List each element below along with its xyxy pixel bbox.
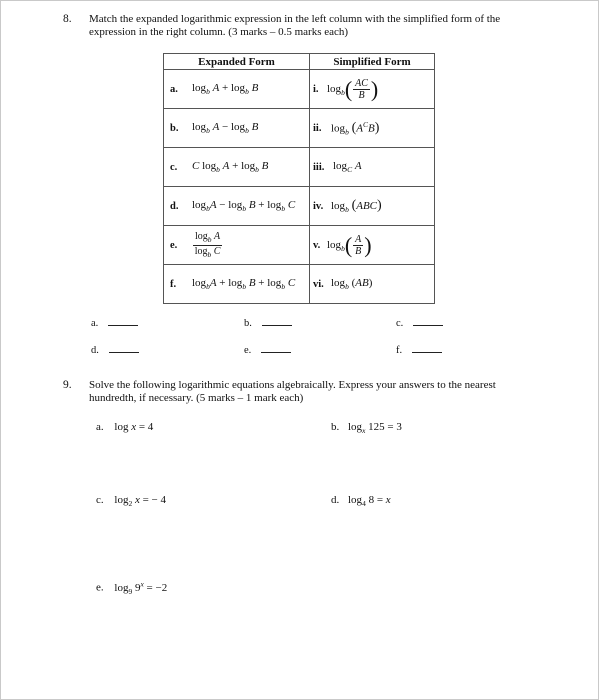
row-label: e. (170, 239, 178, 251)
simplified-cell-iii (310, 148, 435, 187)
answer-e (244, 344, 291, 356)
table-row (164, 265, 435, 304)
expanded-expression: $\log_bA + \log_b B + \log_b C$ (192, 277, 296, 291)
row-label: iv. (313, 200, 324, 212)
equation: $\log_4 8 = x$ (348, 494, 391, 508)
q9-text-line1: Solve the following logarithmic equations algebraically. Express your answers to the nearest (89, 379, 496, 391)
simplified-expression: $\log_C A$ (333, 160, 362, 174)
q8-text-line2: expression in the right column. (3 marks – 0.5 marks each) (89, 26, 349, 38)
table-row (164, 226, 435, 265)
answer-blank-a[interactable] (108, 317, 138, 326)
expanded-expression: $\log_b A - \log_b B$ (192, 121, 259, 135)
answer-d (91, 344, 139, 356)
matching-table (163, 53, 435, 304)
row-label: a. (170, 83, 178, 95)
answer-blank-b[interactable] (262, 317, 292, 326)
simplified-expression: $\log_b$( $\frac{A}{B}$ ) (327, 232, 372, 257)
answer-blank-d[interactable] (109, 344, 139, 353)
answer-label: e. (244, 345, 252, 356)
simplified-cell-ii (310, 109, 435, 148)
simplified-expression: $\log_b$( $\frac{AC}{B}$ ) (327, 76, 379, 101)
answer-b (244, 317, 292, 329)
q8-text (89, 13, 500, 39)
simplified-expression: $\log_b (AB)$ (331, 277, 373, 291)
answer-label: a. (91, 318, 99, 329)
q9-number: 9. (63, 379, 72, 391)
answer-c (396, 317, 443, 329)
part-label: c. (96, 494, 104, 506)
q9-part-d (331, 494, 391, 508)
part-label: e. (96, 581, 104, 594)
expanded-form-header: Expanded Form (164, 54, 310, 70)
row-label: b. (170, 122, 179, 134)
expanded-cell-e (164, 226, 310, 265)
q8-text-line1: Match the expanded logarithmic expression in the left column with the simplified form of the (89, 13, 501, 25)
row-label: iii. (313, 161, 325, 173)
simplified-cell-i (310, 70, 435, 109)
row-label: v. (313, 239, 321, 251)
q9-text (89, 379, 496, 405)
answer-blank-f[interactable] (412, 344, 442, 353)
expanded-cell-a (164, 70, 310, 109)
equation: $\log_2 x$ = − 4 (114, 494, 167, 508)
part-label: d. (331, 494, 340, 506)
table-row (164, 70, 435, 109)
table-row (164, 187, 435, 226)
row-label: i. (313, 83, 319, 95)
expanded-expression: $\log_bA - \log_b B + \log_b C$ (192, 199, 296, 213)
answer-f (396, 344, 442, 356)
answer-blank-e[interactable] (261, 344, 291, 353)
simplified-cell-iv (310, 187, 435, 226)
table-row (164, 148, 435, 187)
simplified-expression: $\log_b (A^CB)$ (331, 119, 380, 137)
q9-part-e (96, 579, 167, 596)
q9-part-a (96, 421, 153, 433)
q9-part-b (331, 421, 402, 435)
simplified-expression: $\log_b (ABC)$ (331, 198, 382, 214)
q9-text-line2: hundredth, if necessary. (5 marks – 1 mark each) (89, 392, 304, 404)
answer-label: b. (244, 318, 252, 329)
table-row (164, 109, 435, 148)
answer-blank-c[interactable] (413, 317, 443, 326)
answer-a (91, 317, 138, 329)
row-label: d. (170, 200, 179, 212)
part-label: b. (331, 421, 340, 433)
row-label: f. (170, 278, 177, 290)
answer-label: c. (396, 318, 404, 329)
equation: log x = 4 (114, 421, 154, 433)
expanded-cell-c (164, 148, 310, 187)
part-label: a. (96, 421, 104, 433)
equation: $\log_9 9^x = -2$ (114, 579, 168, 596)
row-label: vi. (313, 278, 324, 290)
simplified-cell-v (310, 226, 435, 265)
expanded-cell-b (164, 109, 310, 148)
expanded-expression: $\log_b A + \log_b B$ (192, 82, 259, 96)
q9-part-c (96, 494, 166, 508)
answer-label: f. (396, 345, 403, 356)
simplified-form-header: Simplified Form (310, 54, 435, 70)
simplified-cell-vi (310, 265, 435, 304)
expanded-expression: C $\log_b A + \log_b B$ (192, 160, 269, 174)
expanded-cell-f (164, 265, 310, 304)
answer-label: d. (91, 345, 99, 356)
expanded-cell-d (164, 187, 310, 226)
q8-number: 8. (63, 13, 72, 25)
equation: $\log_x 125 = 3$ (348, 421, 402, 435)
row-label: c. (170, 161, 178, 173)
expanded-expression: $\frac{\log_b A}{\log_b C}$ (194, 230, 221, 259)
row-label: ii. (313, 122, 322, 134)
